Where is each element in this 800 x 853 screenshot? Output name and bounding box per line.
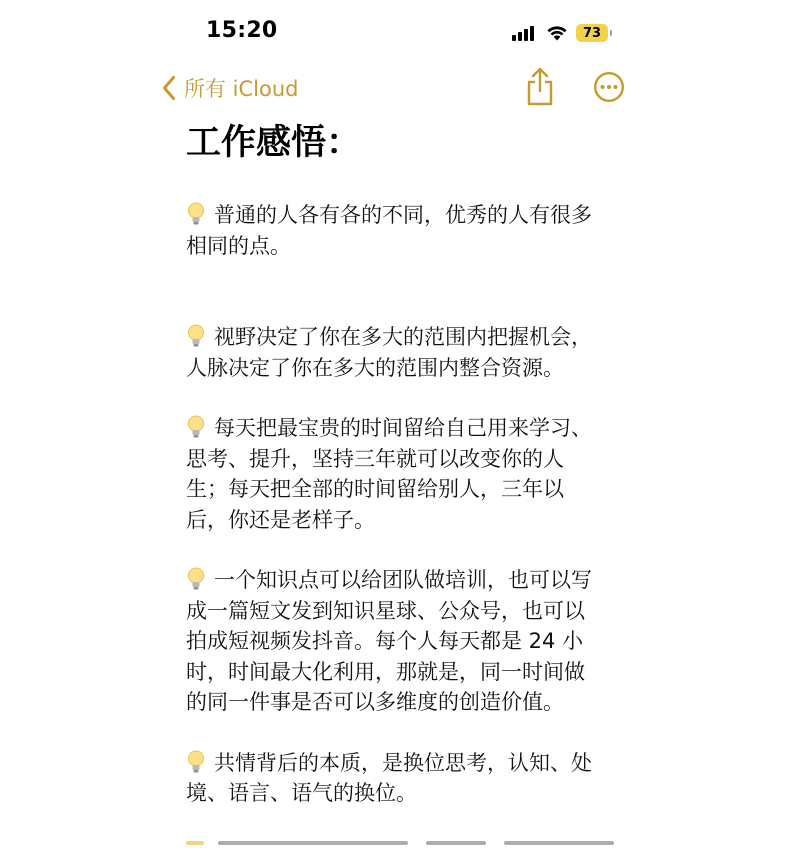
share-icon[interactable] xyxy=(524,67,556,107)
note-line: 的同一件事是否可以多维度的创造价值。 xyxy=(186,690,564,714)
note-paragraph xyxy=(186,200,621,261)
cut-off-text-line xyxy=(186,836,616,846)
cut-off-text xyxy=(426,841,486,845)
lightbulb-icon xyxy=(186,841,204,845)
blank-line xyxy=(186,383,621,413)
status-time: 15:20 xyxy=(206,18,278,43)
note-paragraph xyxy=(186,413,621,535)
lightbulb-icon xyxy=(186,324,206,348)
chevron-left-icon xyxy=(162,75,176,101)
back-button[interactable] xyxy=(162,70,299,106)
note-line: 普通的人各有各的不同，优秀的人有很多 xyxy=(214,203,592,227)
note-body[interactable] xyxy=(186,200,621,809)
cut-off-text xyxy=(504,841,614,845)
note-line: 拍成短视频发抖音。每个人每天都是 24 小 xyxy=(186,629,584,653)
note-line: 后，你还是老样子。 xyxy=(186,507,375,532)
note-line: 相同的点。 xyxy=(186,233,291,258)
note-line: 时，时间最大化利用，那就是，同一时间做 xyxy=(186,659,585,684)
note-paragraph xyxy=(186,748,621,809)
note-line: 视野决定了你在多大的范围内把握机会， xyxy=(214,325,592,349)
note-paragraph xyxy=(186,565,621,718)
note-title: 工作感悟： xyxy=(186,123,362,163)
note-line: 一个知识点可以给团队做培训，也可以写 xyxy=(214,568,592,592)
blank-line xyxy=(186,718,621,748)
note-line: 每天把最宝贵的时间留给自己用来学习、 xyxy=(214,416,592,440)
lightbulb-icon xyxy=(186,202,206,226)
status-icons xyxy=(512,20,608,46)
battery-icon xyxy=(576,24,608,42)
battery-level: 73 xyxy=(582,25,602,41)
lightbulb-icon xyxy=(186,415,206,439)
note-line: 思考、提升，坚持三年就可以改变你的人 xyxy=(186,446,564,471)
note-line: 共情背后的本质，是换位思考，认知、处 xyxy=(214,750,592,775)
note-line: 成一篇短文发到知识星球、公众号，也可以 xyxy=(186,598,585,623)
note-line: 人脉决定了你在多大的范围内整合资源。 xyxy=(186,355,564,380)
blank-lines xyxy=(186,261,621,322)
note-paragraph xyxy=(186,322,621,383)
wifi-icon xyxy=(546,25,568,41)
note-line: 生；每天把全部的时间留给别人，三年以 xyxy=(186,477,564,501)
ellipsis-circle-icon[interactable] xyxy=(593,71,625,103)
cellular-signal-icon xyxy=(512,25,536,41)
back-button-label: 所有 iCloud xyxy=(184,77,299,101)
blank-line xyxy=(186,535,621,565)
note-line: 境、语言、语气的换位。 xyxy=(186,781,417,805)
lightbulb-icon xyxy=(186,750,206,774)
lightbulb-icon xyxy=(186,567,206,591)
cut-off-text xyxy=(218,841,408,845)
